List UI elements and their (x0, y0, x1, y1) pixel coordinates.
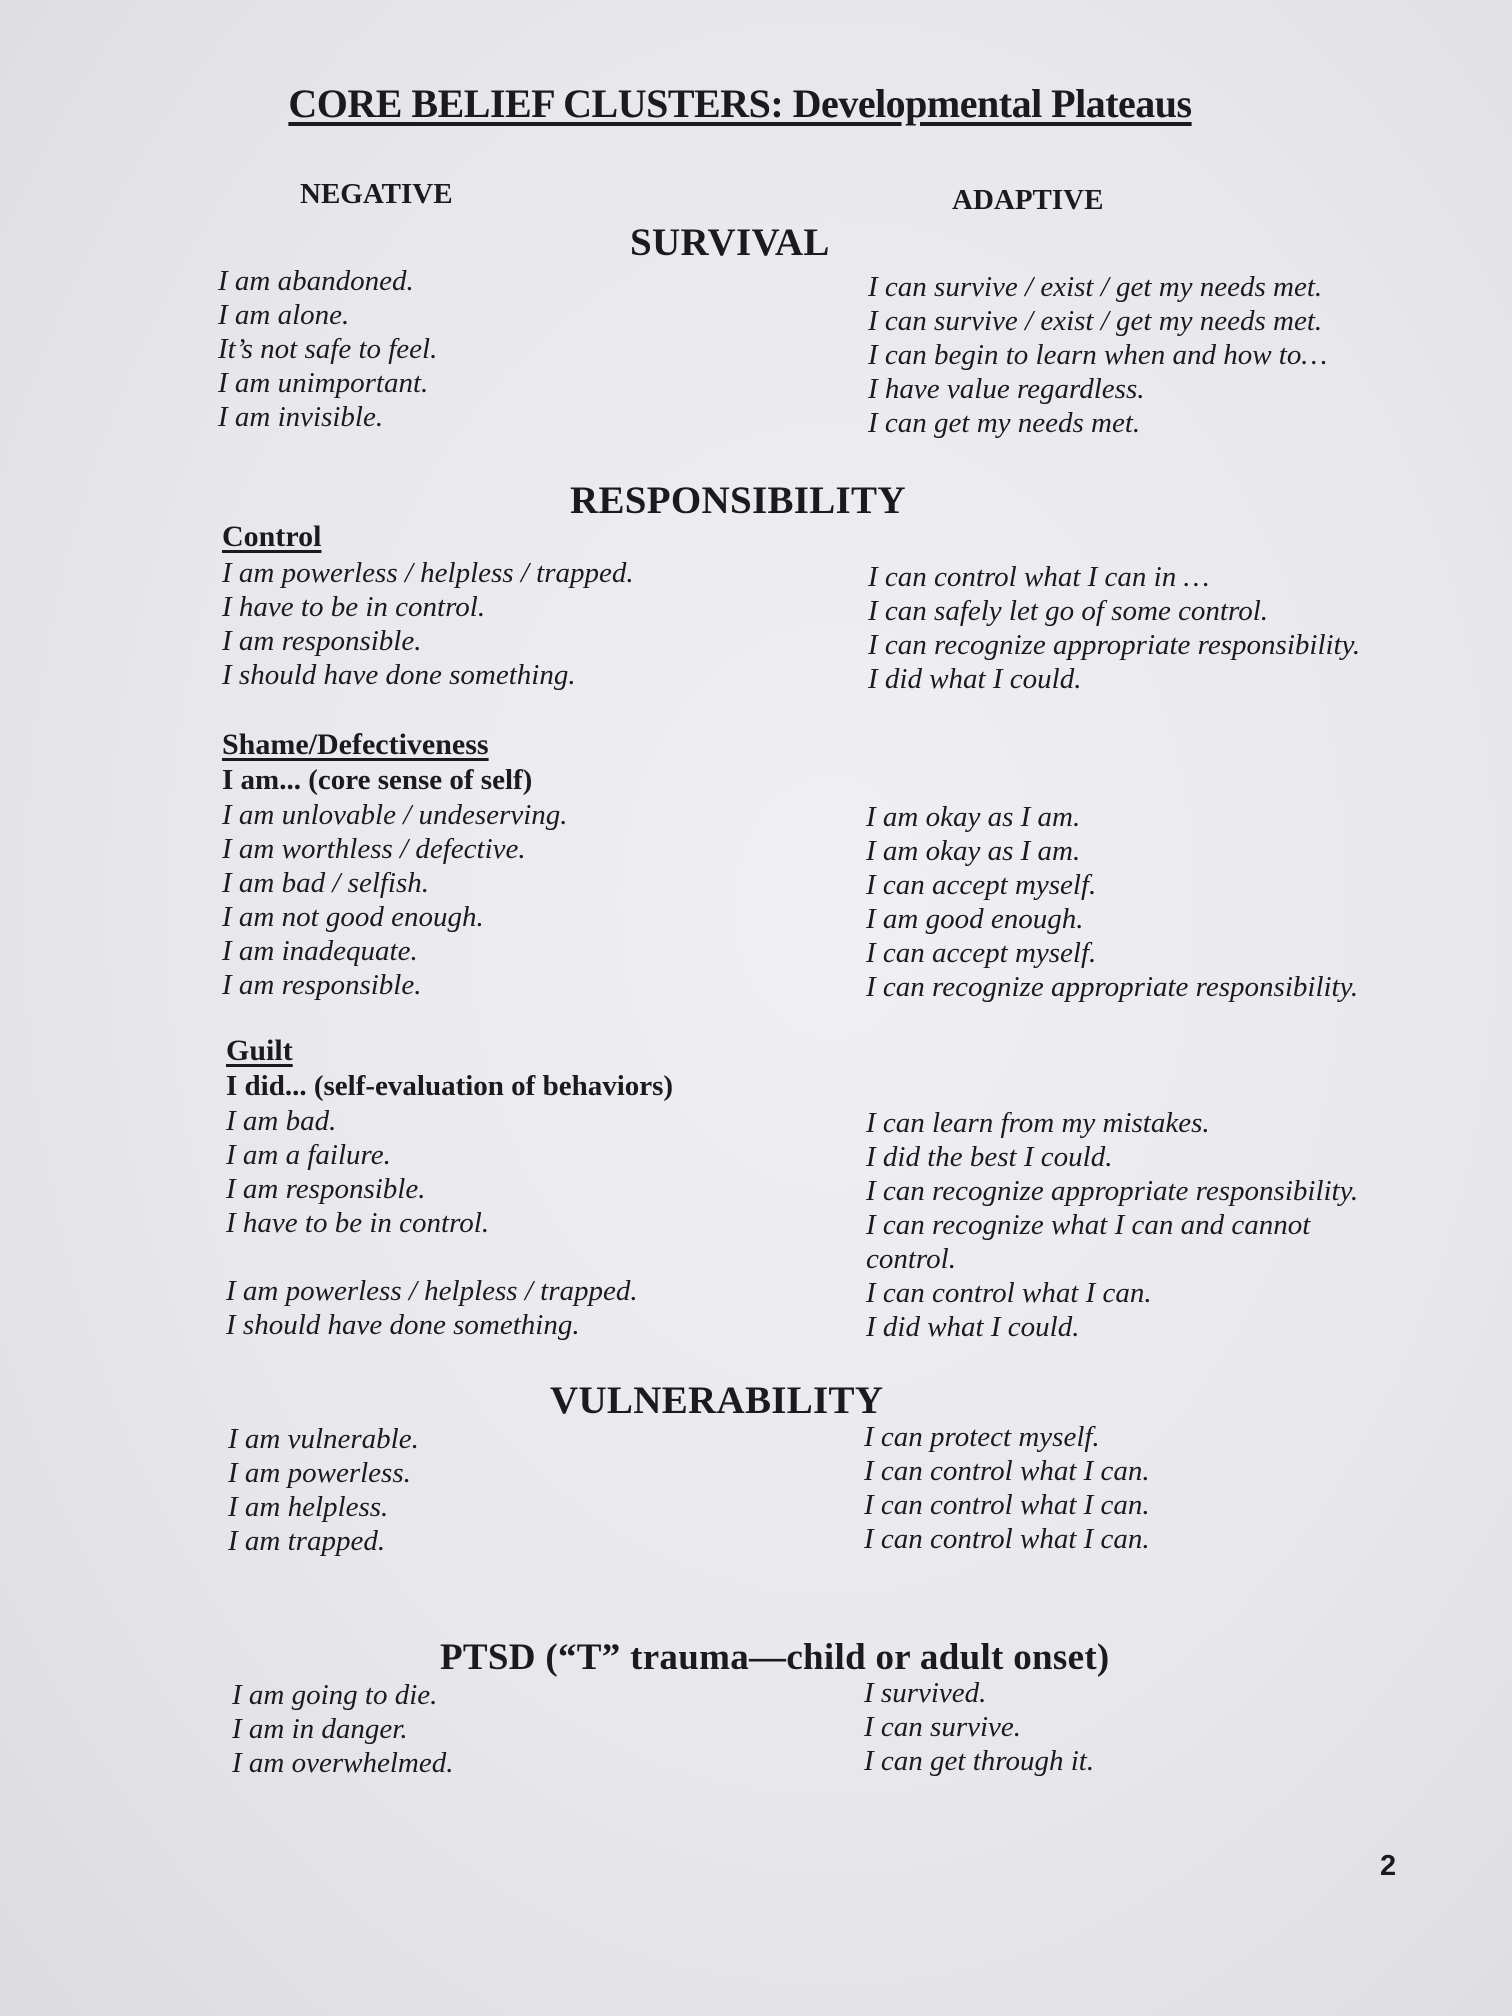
list-item: I did the best I could. (866, 1141, 1113, 1173)
list-item: I am powerless / helpless / trapped. (222, 557, 634, 589)
list-item: I am bad / selfish. (222, 867, 430, 899)
list-item: I am not good enough. (222, 901, 484, 933)
section-heading-survival: SURVIVAL (630, 221, 830, 264)
list-item: I can control what I can. (864, 1489, 1150, 1521)
ptsd-negative-list (232, 1678, 453, 1780)
list-item: I am going to die. (232, 1679, 438, 1711)
list-item: I am overwhelmed. (232, 1747, 454, 1779)
list-item: I am responsible. (226, 1173, 426, 1205)
list-item: I am in danger. (232, 1713, 408, 1745)
list-item: I can survive / exist / get my needs met. (868, 271, 1323, 303)
shame-negative-list (222, 798, 568, 1002)
list-item: I am okay as I am. (866, 801, 1081, 833)
control-negative-list (222, 556, 634, 692)
list-item: I can control what I can. (864, 1523, 1150, 1555)
vulnerability-adaptive-list (864, 1420, 1150, 1556)
survival-adaptive-list (868, 270, 1327, 440)
adaptive-column-header: ADAPTIVE (952, 184, 1104, 216)
list-item: I can control what I can. (864, 1455, 1150, 1487)
list-item: I can get through it. (864, 1745, 1095, 1777)
list-item: I can recognize appropriate responsibility. (866, 971, 1359, 1003)
section-heading-ptsd: PTSD (“T” trauma—child or adult onset) (440, 1637, 1110, 1678)
list-item: I can survive. (864, 1711, 1022, 1743)
list-item: I can accept myself. (866, 937, 1097, 969)
list-item: I am unimportant. (218, 367, 429, 399)
list-item: I can recognize appropriate responsibility. (868, 629, 1361, 661)
list-item: I am unlovable / undeserving. (222, 799, 568, 831)
list-item: I did what I could. (868, 663, 1082, 695)
list-item: I did what I could. (866, 1311, 1080, 1343)
list-item: I am responsible. (222, 969, 422, 1001)
subheading-guilt: Guilt (226, 1034, 293, 1067)
list-item: I am a failure. (226, 1139, 391, 1171)
list-item: I have value regardless. (868, 373, 1145, 405)
list-item: I am responsible. (222, 625, 422, 657)
list-item: I am okay as I am. (866, 835, 1081, 867)
list-item: I am worthless / defective. (222, 833, 526, 865)
list-item: I should have done something. (222, 659, 576, 691)
list-item: I am powerless. (228, 1457, 411, 1489)
vulnerability-negative-list (228, 1422, 419, 1558)
list-item: I am vulnerable. (228, 1423, 419, 1455)
list-item: I am good enough. (866, 903, 1084, 935)
guilt-negative-list (226, 1104, 638, 1342)
list-item: I am powerless / helpless / trapped. (226, 1275, 638, 1307)
list-item: I should have done something. (226, 1309, 580, 1341)
list-item: I am bad. (226, 1105, 337, 1137)
shame-adaptive-list (866, 800, 1358, 1004)
section-heading-vulnerability: VULNERABILITY (550, 1379, 884, 1422)
list-item: I can control what I can in … (868, 561, 1210, 593)
list-item: I am alone. (218, 299, 350, 331)
negative-column-header: NEGATIVE (300, 178, 453, 210)
list-item: I am invisible. (218, 401, 384, 433)
ptsd-adaptive-list (864, 1676, 1094, 1778)
list-item: I survived. (864, 1677, 987, 1709)
page-title: CORE BELIEF CLUSTERS: Developmental Plateaus (288, 81, 1192, 126)
list-item: I am helpless. (228, 1491, 389, 1523)
list-item: I can recognize appropriate responsibility. (866, 1175, 1359, 1207)
list-item: I have to be in control. (226, 1207, 490, 1239)
list-item: I can begin to learn when and how to… (868, 339, 1328, 371)
section-heading-responsibility: RESPONSIBILITY (570, 479, 906, 522)
list-item: I can get my needs met. (868, 407, 1141, 439)
guilt-adaptive-list (866, 1106, 1406, 1344)
list-item: I can learn from my mistakes. (866, 1107, 1210, 1139)
control-adaptive-list (868, 560, 1360, 696)
page-number: 2 (1380, 1850, 1397, 1882)
survival-negative-list (218, 264, 437, 434)
list-item: I can protect myself. (864, 1421, 1100, 1453)
guilt-note: I did... (self-evaluation of behaviors) (226, 1070, 674, 1102)
list-item: I am abandoned. (218, 265, 414, 297)
list-item: I can safely let go of some control. (868, 595, 1269, 627)
subheading-control: Control (222, 520, 322, 553)
list-item: I am inadequate. (222, 935, 418, 967)
subheading-shame-defectiveness: Shame/Defectiveness (222, 728, 489, 761)
list-item: I can recognize what I can and cannot control. (866, 1209, 1311, 1275)
shame-note: I am... (core sense of self) (222, 764, 533, 796)
list-item: It’s not safe to feel. (218, 333, 438, 365)
list-item: I can accept myself. (866, 869, 1097, 901)
list-item: I can survive / exist / get my needs met. (868, 305, 1323, 337)
list-item: I can control what I can. (866, 1277, 1152, 1309)
list-item: I am trapped. (228, 1525, 386, 1557)
list-item: I have to be in control. (222, 591, 486, 623)
